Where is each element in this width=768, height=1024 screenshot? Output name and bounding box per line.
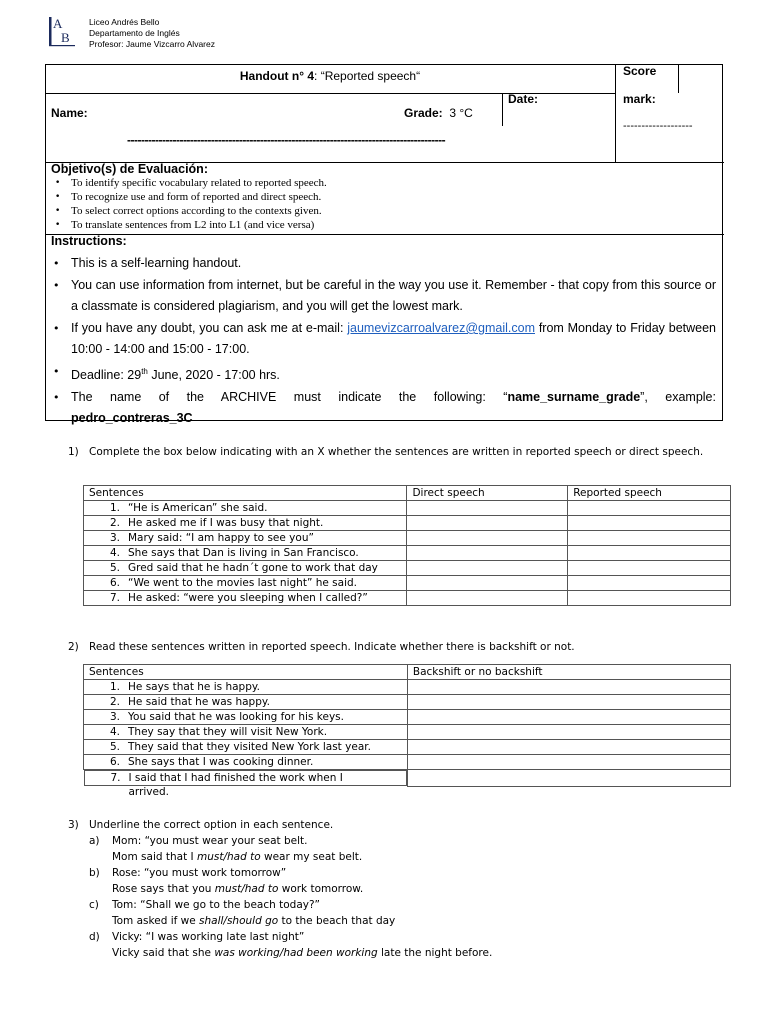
item-letter: d) (89, 931, 100, 943)
row-number: 5. (109, 562, 120, 574)
row-sentence: She says that Dan is living in San Francisco. (128, 547, 359, 559)
row-number: 2. (109, 517, 120, 529)
exercise2-number: 2) (68, 641, 79, 653)
row-number: 2. (109, 696, 120, 708)
exercise3-number: 3) (68, 819, 79, 831)
direct-cell[interactable] (407, 501, 568, 516)
table-row (84, 770, 731, 787)
item-pre: Tom asked if we (112, 915, 200, 927)
backshift-cell[interactable] (407, 680, 730, 695)
header-sentences: Sentences (84, 665, 408, 680)
instructions-section (51, 234, 716, 427)
objective-item: • To identify specific vocabulary related to reported speech. (51, 176, 711, 190)
table-row (84, 546, 731, 561)
table-row (84, 755, 731, 770)
row-number: 1. (109, 502, 120, 514)
svg-text:A: A (53, 16, 63, 31)
item-pre: Rose says that you (112, 883, 215, 895)
table-row (84, 740, 731, 755)
item-prompt: Rose: “you must work tomorrow” (112, 867, 287, 879)
svg-text:B: B (61, 30, 70, 45)
archive-text-end: ”, example: (640, 390, 716, 405)
backshift-cell[interactable] (407, 770, 730, 787)
item-option[interactable]: shall/should go (199, 915, 279, 927)
item-prompt: Mom: “you must wear your seat belt. (112, 835, 308, 847)
mark-label: mark: (623, 92, 656, 106)
header-reported: Reported speech (568, 486, 731, 501)
exercise1-number: 1) (68, 446, 79, 458)
direct-cell[interactable] (407, 576, 568, 591)
row-sentence: He asked me if I was busy that night. (128, 517, 324, 529)
row-number: 3. (109, 711, 120, 723)
row-sentence: I said that I had finished the work when I arrived. (128, 772, 343, 798)
reported-cell[interactable] (568, 576, 731, 591)
row-sentence: They say that they will visit New York. (128, 726, 328, 738)
school-name: Liceo Andrés Bello (89, 17, 160, 27)
name-label: Name: (51, 106, 88, 120)
objectives-list (51, 176, 711, 232)
row-sentence: “We went to the movies last night” he said. (128, 577, 358, 589)
reported-cell[interactable] (568, 516, 731, 531)
score-label: Score (623, 64, 657, 78)
table-row (84, 710, 731, 725)
direct-cell[interactable] (407, 546, 568, 561)
header-backshift: Backshift or no backshift (407, 665, 730, 680)
department: Departamento de Inglés (89, 28, 180, 38)
reported-cell[interactable] (568, 591, 731, 606)
item-prompt: Vicky: “I was working late last night” (112, 931, 305, 943)
row-sentence: He said that he was happy. (128, 696, 270, 708)
direct-cell[interactable] (407, 561, 568, 576)
header-sentences: Sentences (84, 486, 407, 501)
item-reported (112, 881, 363, 897)
deadline-text: Deadline: 29 (71, 368, 142, 383)
backshift-cell[interactable] (407, 740, 730, 755)
name-blank-line[interactable]: ------------------------------------------------------------------------------------------- (127, 133, 446, 147)
backshift-cell[interactable] (407, 710, 730, 725)
item-post: work tomorrow. (278, 883, 364, 895)
exercise3-text: Underline the correct option in each sentence. (89, 819, 334, 831)
row-number: 1. (109, 681, 120, 693)
school-logo (47, 15, 77, 49)
table-row (84, 561, 731, 576)
objectives-title: Objetivo(s) de Evaluación: (51, 162, 208, 176)
item-post: wear my seat belt. (260, 851, 363, 863)
table-row (84, 576, 731, 591)
backshift-cell[interactable] (407, 755, 730, 770)
row-sentence: He says that he is happy. (128, 681, 260, 693)
item-letter: c) (89, 899, 99, 911)
instruction-item (51, 361, 716, 386)
grade-label: Grade: (404, 106, 443, 120)
reported-cell[interactable] (568, 546, 731, 561)
handout-number: Handout n° 4 (239, 69, 315, 83)
direct-cell[interactable] (407, 531, 568, 546)
item-reported (112, 849, 362, 865)
exercise3-items (0, 833, 768, 973)
row-sentence: Mary said: “I am happy to see you” (128, 532, 314, 544)
instruction-item: • This is a self-learning handout. (51, 253, 716, 274)
teacher: Profesor: Jaume Vizcarro Alvarez (89, 39, 215, 49)
item-option[interactable]: must/had to (196, 851, 261, 863)
grade-value: 3 °C (449, 106, 473, 120)
objectives-section (51, 162, 711, 232)
row-sentence: He asked: “were you sleeping when I called?” (128, 592, 368, 604)
instruction-item: • You can use information from internet, but be careful in the way you use it. Remember - that copy from this source or a classmate is considered plagiarism, and you will get the lowest mark. (51, 275, 716, 317)
item-post: late the night before. (377, 947, 493, 959)
table-header-row (84, 486, 731, 501)
exercise2-text: Read these sentences written in reported speech. Indicate whether there is backshift or not. (89, 641, 575, 653)
direct-cell[interactable] (407, 516, 568, 531)
item-option[interactable]: was working/had been working (214, 947, 378, 959)
header-direct: Direct speech (407, 486, 568, 501)
item-letter: a) (89, 835, 100, 847)
row-number: 7. (109, 592, 120, 604)
instruction-item (51, 318, 716, 360)
row-sentence: Gred said that he hadn´t gone to work that day (128, 562, 378, 574)
deadline-sup: th (141, 367, 148, 376)
archive-example: pedro_contreras_3C (71, 411, 193, 426)
table-header-row (84, 665, 731, 680)
item-pre: Mom said that I (112, 851, 197, 863)
archive-text: The name of the ARCHIVE must indicate the following: “ (71, 390, 508, 405)
instruction-text: from Monday to Friday between 10:00 - 14:00 and 15:00 - 17:00. (71, 321, 717, 356)
instructions-title: Instructions: (51, 234, 127, 248)
row-number: 5. (109, 741, 120, 753)
item-prompt: Tom: “Shall we go to the beach today?” (112, 899, 320, 911)
instruction-item (51, 387, 716, 408)
row-number: 4. (109, 547, 120, 559)
instructions-list (51, 253, 716, 408)
row-sentence: “He is American” she said. (128, 502, 268, 514)
instruction-text: If you have any doubt, you can ask me at e-mail: (71, 321, 348, 335)
row-number: 3. (109, 532, 120, 544)
backshift-cell[interactable] (407, 725, 730, 740)
item-letter: b) (89, 867, 100, 879)
exercise1-table (83, 485, 731, 606)
row-number: 6. (109, 577, 120, 589)
objective-item: • To select correct options according to the contexts given. (51, 204, 711, 218)
table-row (84, 591, 731, 606)
reported-cell[interactable] (568, 561, 731, 576)
objective-item: • To recognize use and form of reported and direct speech. (51, 190, 711, 204)
row-sentence: They said that they visited New York last year. (128, 741, 371, 753)
deadline-rest: June, 2020 - 17:00 hrs. (147, 368, 280, 383)
school-info (89, 17, 215, 50)
row-sentence: She says that I was cooking dinner. (128, 756, 314, 768)
exercise2-table (83, 664, 731, 798)
item-pre: Vicky said that she (112, 947, 215, 959)
table-row (84, 680, 731, 695)
handout-title (45, 69, 615, 83)
archive-format: name_surname_grade (507, 390, 641, 405)
row-number: 7. (110, 772, 121, 784)
exercise1-text: Complete the box below indicating with an X whether the sentences are written in reported speech or direct speech. (89, 446, 704, 458)
mark-blank[interactable]: ------------------- (623, 120, 693, 132)
table-row (84, 531, 731, 546)
reported-cell[interactable] (568, 531, 731, 546)
table-row (84, 695, 731, 710)
date-label: Date: (508, 92, 539, 106)
row-sentence: You said that he was looking for his keys. (128, 711, 344, 723)
objective-item: • To translate sentences from L2 into L1 (and vice versa) (51, 218, 711, 232)
email-link[interactable]: jaumevizcarroalvarez@gmail.com (347, 321, 535, 335)
handout-topic: : “Reported speech“ (314, 69, 421, 83)
grade-field (404, 106, 473, 120)
direct-cell[interactable] (407, 591, 568, 606)
item-reported (112, 913, 395, 929)
row-number: 4. (109, 726, 120, 738)
table-row (84, 516, 731, 531)
reported-cell[interactable] (568, 501, 731, 516)
table-row (84, 501, 731, 516)
item-option[interactable]: must/had to (214, 883, 279, 895)
row-number: 6. (109, 756, 120, 768)
table-row (84, 725, 731, 740)
item-reported (112, 945, 492, 961)
item-post: to the beach that day (278, 915, 396, 927)
backshift-cell[interactable] (407, 695, 730, 710)
